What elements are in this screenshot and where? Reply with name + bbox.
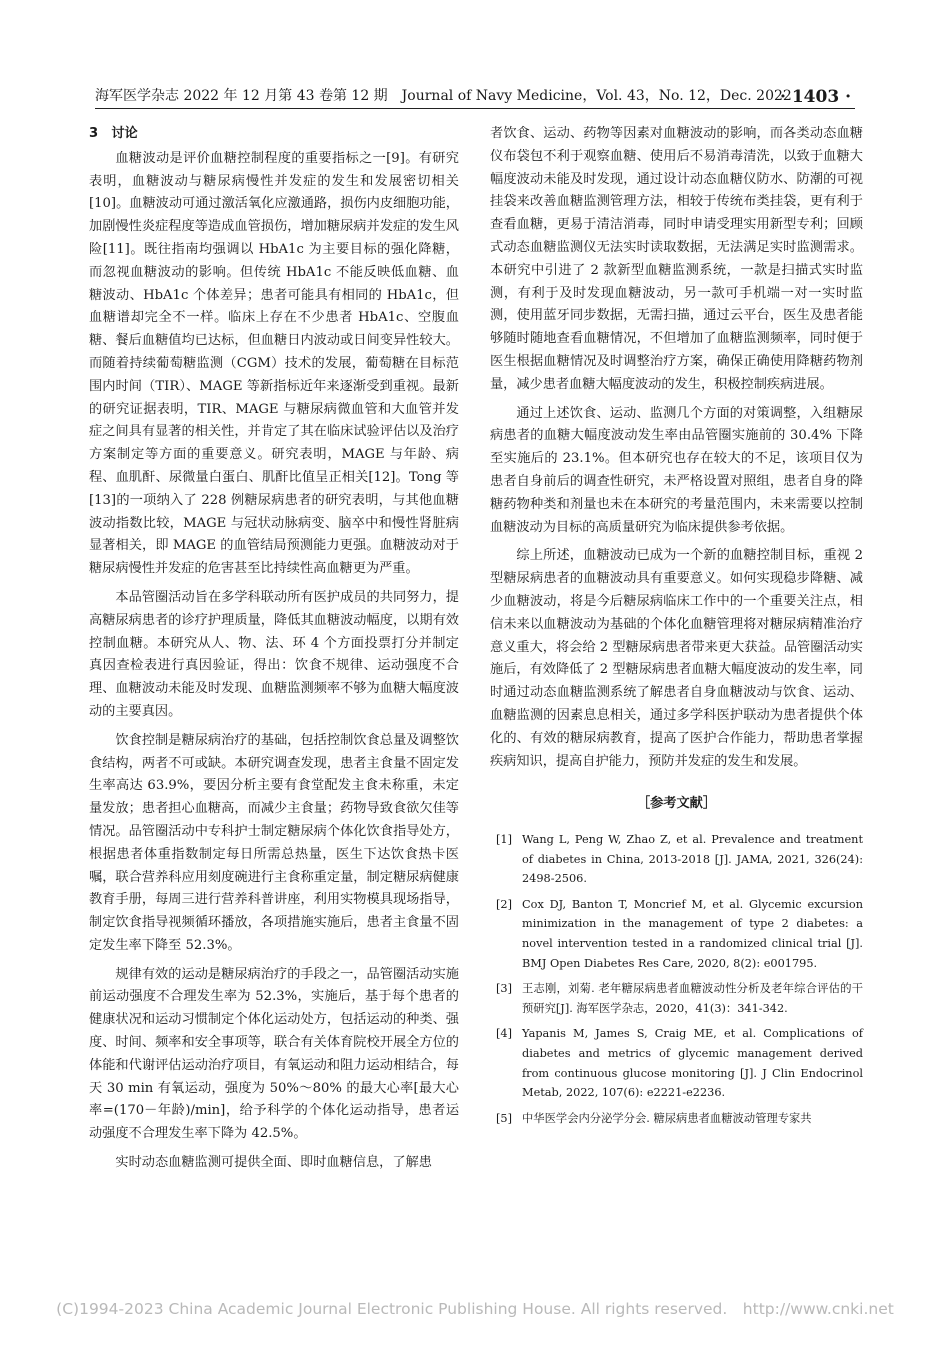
references-title: ［参考文献］: [636, 796, 717, 812]
copyright-footer: (C)1994-2023 China Academic Journal Electronic Publishing House. All rights reserved. http://www.cnki.net: [56, 1300, 894, 1318]
reference-text: 中华医学会内分泌学分会. 糖尿病患者血糖波动管理专家共: [522, 1111, 812, 1125]
reference-item: [490, 830, 863, 889]
reference-list: [490, 830, 863, 1128]
right-column: [490, 123, 863, 1134]
paragraph: 综上所述，血糖波动已成为一个新的血糖控制目标，重视 2 型糖尿病患者的血糖波动具有重要意义。如何实现稳步降糖、减少血糖波动，将是今后糖尿病临床工作中的一个重要关注点，相信未来以血糖波动为基础的个体化血糖管理将对糖尿病精准治疗意义重大，将会给 2 型糖尿病患者带来更大获益。品管圈活动实施后，有效降低了 2 型糖尿病患者血糖大幅度波动的发生率，同时通过动态血糖监测系统了解患者自身血糖波动与饮食、运动、血糖监测的因素息息相关，通过多学科医护联动为患者提供个体化的、有效的糖尿病教育，提高了医护合作能力，帮助患者掌握疾病知识，提高自护能力，预防并发症的发生和发展。: [490, 548, 863, 769]
paragraph: 本品管圈活动旨在多学科联动所有医护成员的共同努力，提高糖尿病患者的诊疗护理质量，降低其血糖波动幅度，以期有效控制血糖。本研究从人、物、法、环 4 个方面投票打分并制定真因查检表进行真因验证，得出：饮食不规律、运动强度不合理、血糖波动未能及时发现、血糖监测频率不够为血糖大幅度波动的主要真因。: [89, 589, 459, 719]
paragraph: 饮食控制是糖尿病治疗的基础，包括控制饮食总量及调整饮食结构，两者不可或缺。本研究调查发现，患者主食量不固定发生率高达 63.9%，要因分析主要有食堂配发主食未称重，未定量发放；患者担心血糖高，而减少主食量；药物导致食欲欠佳等情况。品管圈活动中专科护士制定糖尿病个体化饮食指导处方，根据患者体重指数制定每日所需总热量，医生下达饮食热卡医嘱，联合营养科应用刻度碗进行主食称重定量，制定糖尿病健康教育手册，每周三进行营养科普讲座，利用实物模具现场指导，制定饮食指导视频循环播放，各项措施实施后，患者主食量不固定发生率下降至 52.3%。: [89, 732, 459, 953]
reference-text: 王志刚，刘菊. 老年糖尿病患者血糖波动性分析及老年综合评估的干预研究[J]. 海军医学杂志，2020，41(3)：341-342.: [522, 982, 863, 1015]
section-title: 3 讨论: [89, 126, 138, 141]
reference-number: [1]: [496, 833, 513, 847]
paragraph: 实时动态血糖监测可提供全面、即时血糖信息，了解患: [115, 1155, 432, 1171]
reference-text: Yapanis M, James S, Craig ME, et al. Complications of diabetes and metrics of glycemic management derived from continuous glucose monitoring [J]. J Clin Endocrinol Metab, 2022, 107(6): e2221-e2236.: [522, 1027, 863, 1100]
paragraph: 血糖波动是评价血糖控制程度的重要指标之一[9]。有研究表明，血糖波动与糖尿病慢性并发症的发生和发展密切相关[10]。血糖波动可通过激活氧化应激通路，损伤内皮细胞功能，加剧慢性炎症程度等造成血管损伤，增加糖尿病并发症的发生风险[11]。既往指南均强调以 HbA1c 为主要目标的强化降糖，而忽视血糖波动的影响。但传统 HbA1c 不能反映低血糖、血糖波动、HbA1c 个体差异；患者可能具有相同的 HbA1c，但血糖谱却完全不一样。临床上存在不少患者 HbA1c、空腹血糖、餐后血糖值均已达标，但血糖日内波动或日间变异性较大。而随着持续葡萄糖监测（CGM）技术的发展，葡萄糖在目标范围内时间（TIR）、MAGE 等新指标近年来逐渐受到重视。最新的研究证据表明，TIR、MAGE 与糖尿病微血管和大血管并发症之间具有显著的相关性，并肯定了其在临床试验评估以及治疗方案制定等方面的重要意义。研究表明，MAGE 与年龄、病程、血肌酐、尿微量白蛋白、肌酐比值呈正相关[12]。Tong 等[13]的一项纳入了 228 例糖尿病患者的研究表明，与其他血糖波动指数比较，MAGE 与冠状动脉病变、脑卒中和慢性肾脏病显著相关，即 MAGE 的血管结局预测能力更强。血糖波动对于糖尿病慢性并发症的危害甚至比持续性高血糖更为严重。: [89, 150, 459, 577]
reference-item: [490, 979, 863, 1018]
running-header: [95, 86, 855, 109]
journal-info: 海军医学杂志 2022 年 12 月第 43 卷第 12 期 Journal of Navy Medicine，Vol. 43，No. 12，Dec. 2022: [95, 88, 792, 104]
reference-number: [3]: [496, 982, 513, 996]
reference-number: [4]: [496, 1027, 513, 1041]
reference-item: [490, 1109, 863, 1129]
reference-number: [5]: [496, 1111, 513, 1125]
paragraph: 规律有效的运动是糖尿病治疗的手段之一，品管圈活动实施前运动强度不合理发生率为 52.3%，实施后，基于每个患者的健康状况和运动习惯制定个体化运动处方，包括运动的种类、强度、时间、频率和安全事项等，联合有关体育院校开展全方位的体能和代谢评估运动治疗项目，有氧运动和阻力运动相结合，每天 30 min 有氧运动，强度为 50%～80% 的最大心率[最大心率=(170－年龄)/min]，给予科学的个体化运动指导，患者运动强度不合理发生率下降为 42.5%。: [89, 966, 459, 1142]
paragraph: 通过上述饮食、运动、监测几个方面的对策调整，入组糖尿病患者的血糖大幅度波动发生率由品管圈实施前的 30.4% 下降至实施后的 23.1%。但本研究也存在较大的不足，该项目仅为患者自身前后的调查性研究，未严格设置对照组，患者自身的降糖药物种类和剂量也未在本研究的考量范围内，未来需要以控制血糖波动为目标的高质量研究为临床提供参考依据。: [490, 405, 863, 535]
reference-text: Cox DJ, Banton T, Moncrief M, et al. Glycemic excursion minimization in the management of type 2 diabetes: a novel intervention tested in a randomized clinical trial [J]. BMJ Open Diabetes Res Care, 2020, 8(2): e001795.: [522, 897, 863, 970]
paragraph-continued: 者饮食、运动、药物等因素对血糖波动的影响，而各类动态血糖仪布袋包不利于观察血糖、使用后不易消毒清洗，以致于血糖大幅度波动未能及时发现，通过设计动态血糖仪防水、防潮的可视挂袋来改善血糖监测管理方法，相较于传统布类挂袋，更有利于查看血糖，更易于清洁消毒，同时申请受理实用新型专利；回顾式动态血糖监测仪无法实时读取数据，无法满足实时监测需求。本研究中引进了 2 款新型血糖监测系统，一款是扫描式实时监测，有利于及时发现血糖波动，另一款可手机端一对一实时监测，使用蓝牙同步数据，无需扫描，通过云平台，医生及患者能够随时随地查看血糖情况，不但增加了血糖监测频率，同时便于医生根据血糖情况及时调整治疗方案，确保正确使用降糖药物剂量，减少患者血糖大幅度波动的发生，积极控制疾病进展。: [490, 126, 863, 392]
reference-text: Wang L, Peng W, Zhao Z, et al. Prevalence and treatment of diabetes in China, 2013-2018 [J]. JAMA, 2021, 326(24): 2498-2506.: [522, 833, 863, 886]
reference-item: [490, 1024, 863, 1102]
reference-item: [490, 895, 863, 973]
reference-number: [2]: [496, 897, 513, 911]
left-column: [89, 123, 459, 1181]
page-number: · 1403 ·: [780, 87, 851, 107]
